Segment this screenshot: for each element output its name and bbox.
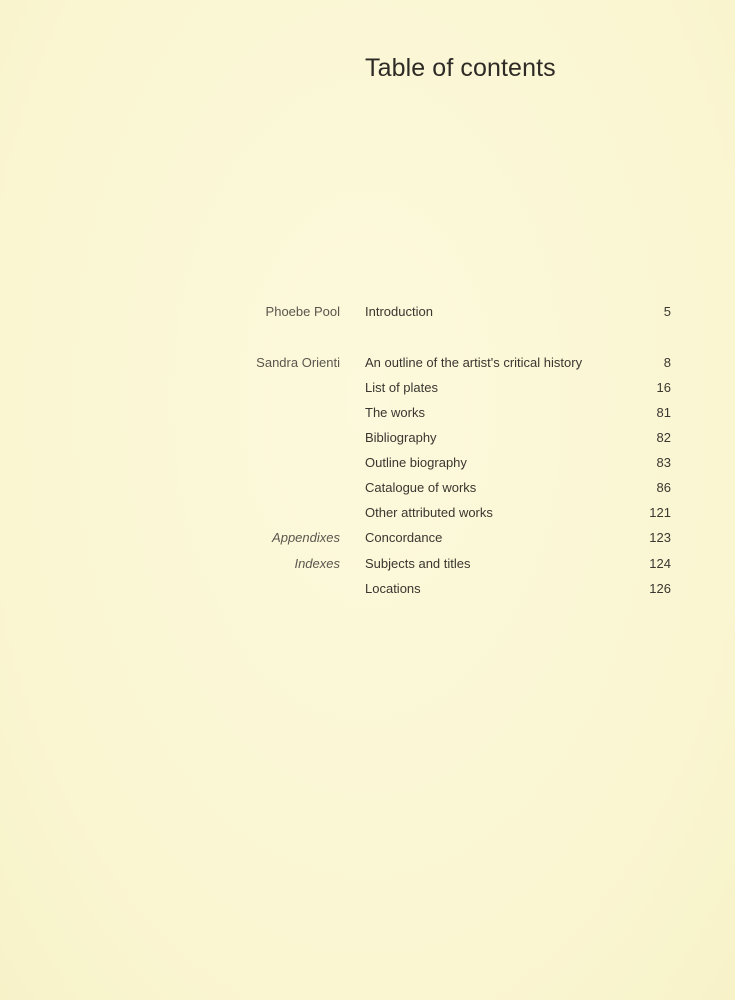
- toc-entry-title: Bibliography: [365, 430, 437, 445]
- page-title: Table of contents: [365, 54, 556, 82]
- toc-row: [0, 503, 735, 523]
- toc-page-number: 82: [656, 430, 671, 445]
- toc-author: Sandra Orienti: [256, 355, 340, 370]
- toc-page-number: 124: [649, 556, 671, 571]
- toc-row: [0, 353, 735, 373]
- toc-row: [0, 528, 735, 548]
- toc-row: [0, 579, 735, 599]
- toc-entry-title: Concordance: [365, 530, 443, 545]
- toc-row: [0, 378, 735, 398]
- toc-page-number: 5: [663, 304, 671, 319]
- toc-entry-title: Locations: [365, 581, 421, 596]
- toc-row: [0, 403, 735, 423]
- toc-entry-title: An outline of the artist's critical history: [365, 355, 583, 370]
- toc-entry-title: The works: [365, 405, 425, 420]
- toc-row: [0, 302, 735, 322]
- toc-section-label: Indexes: [294, 556, 340, 571]
- toc-row: [0, 453, 735, 473]
- toc-page-number: 126: [649, 581, 671, 596]
- toc-entry-title: Other attributed works: [365, 505, 493, 520]
- toc-row: [0, 478, 735, 498]
- toc-page-number: 121: [649, 505, 671, 520]
- toc-entry-title: Subjects and titles: [365, 556, 471, 571]
- toc-page-number: 16: [656, 380, 671, 395]
- toc-page-number: 81: [656, 405, 671, 420]
- toc-entry-title: Catalogue of works: [365, 480, 477, 495]
- toc-author: Phoebe Pool: [265, 304, 340, 319]
- toc-page-number: 123: [649, 530, 671, 545]
- toc-section-label: Appendixes: [272, 530, 340, 545]
- toc-row: [0, 428, 735, 448]
- toc-page-number: 83: [656, 455, 671, 470]
- toc-page-number: 8: [663, 355, 671, 370]
- toc-entry-title: Outline biography: [365, 455, 467, 470]
- toc-entry-title: List of plates: [365, 380, 438, 395]
- toc-page-number: 86: [656, 480, 671, 495]
- toc-entry-title: Introduction: [365, 304, 433, 319]
- toc-row: [0, 554, 735, 574]
